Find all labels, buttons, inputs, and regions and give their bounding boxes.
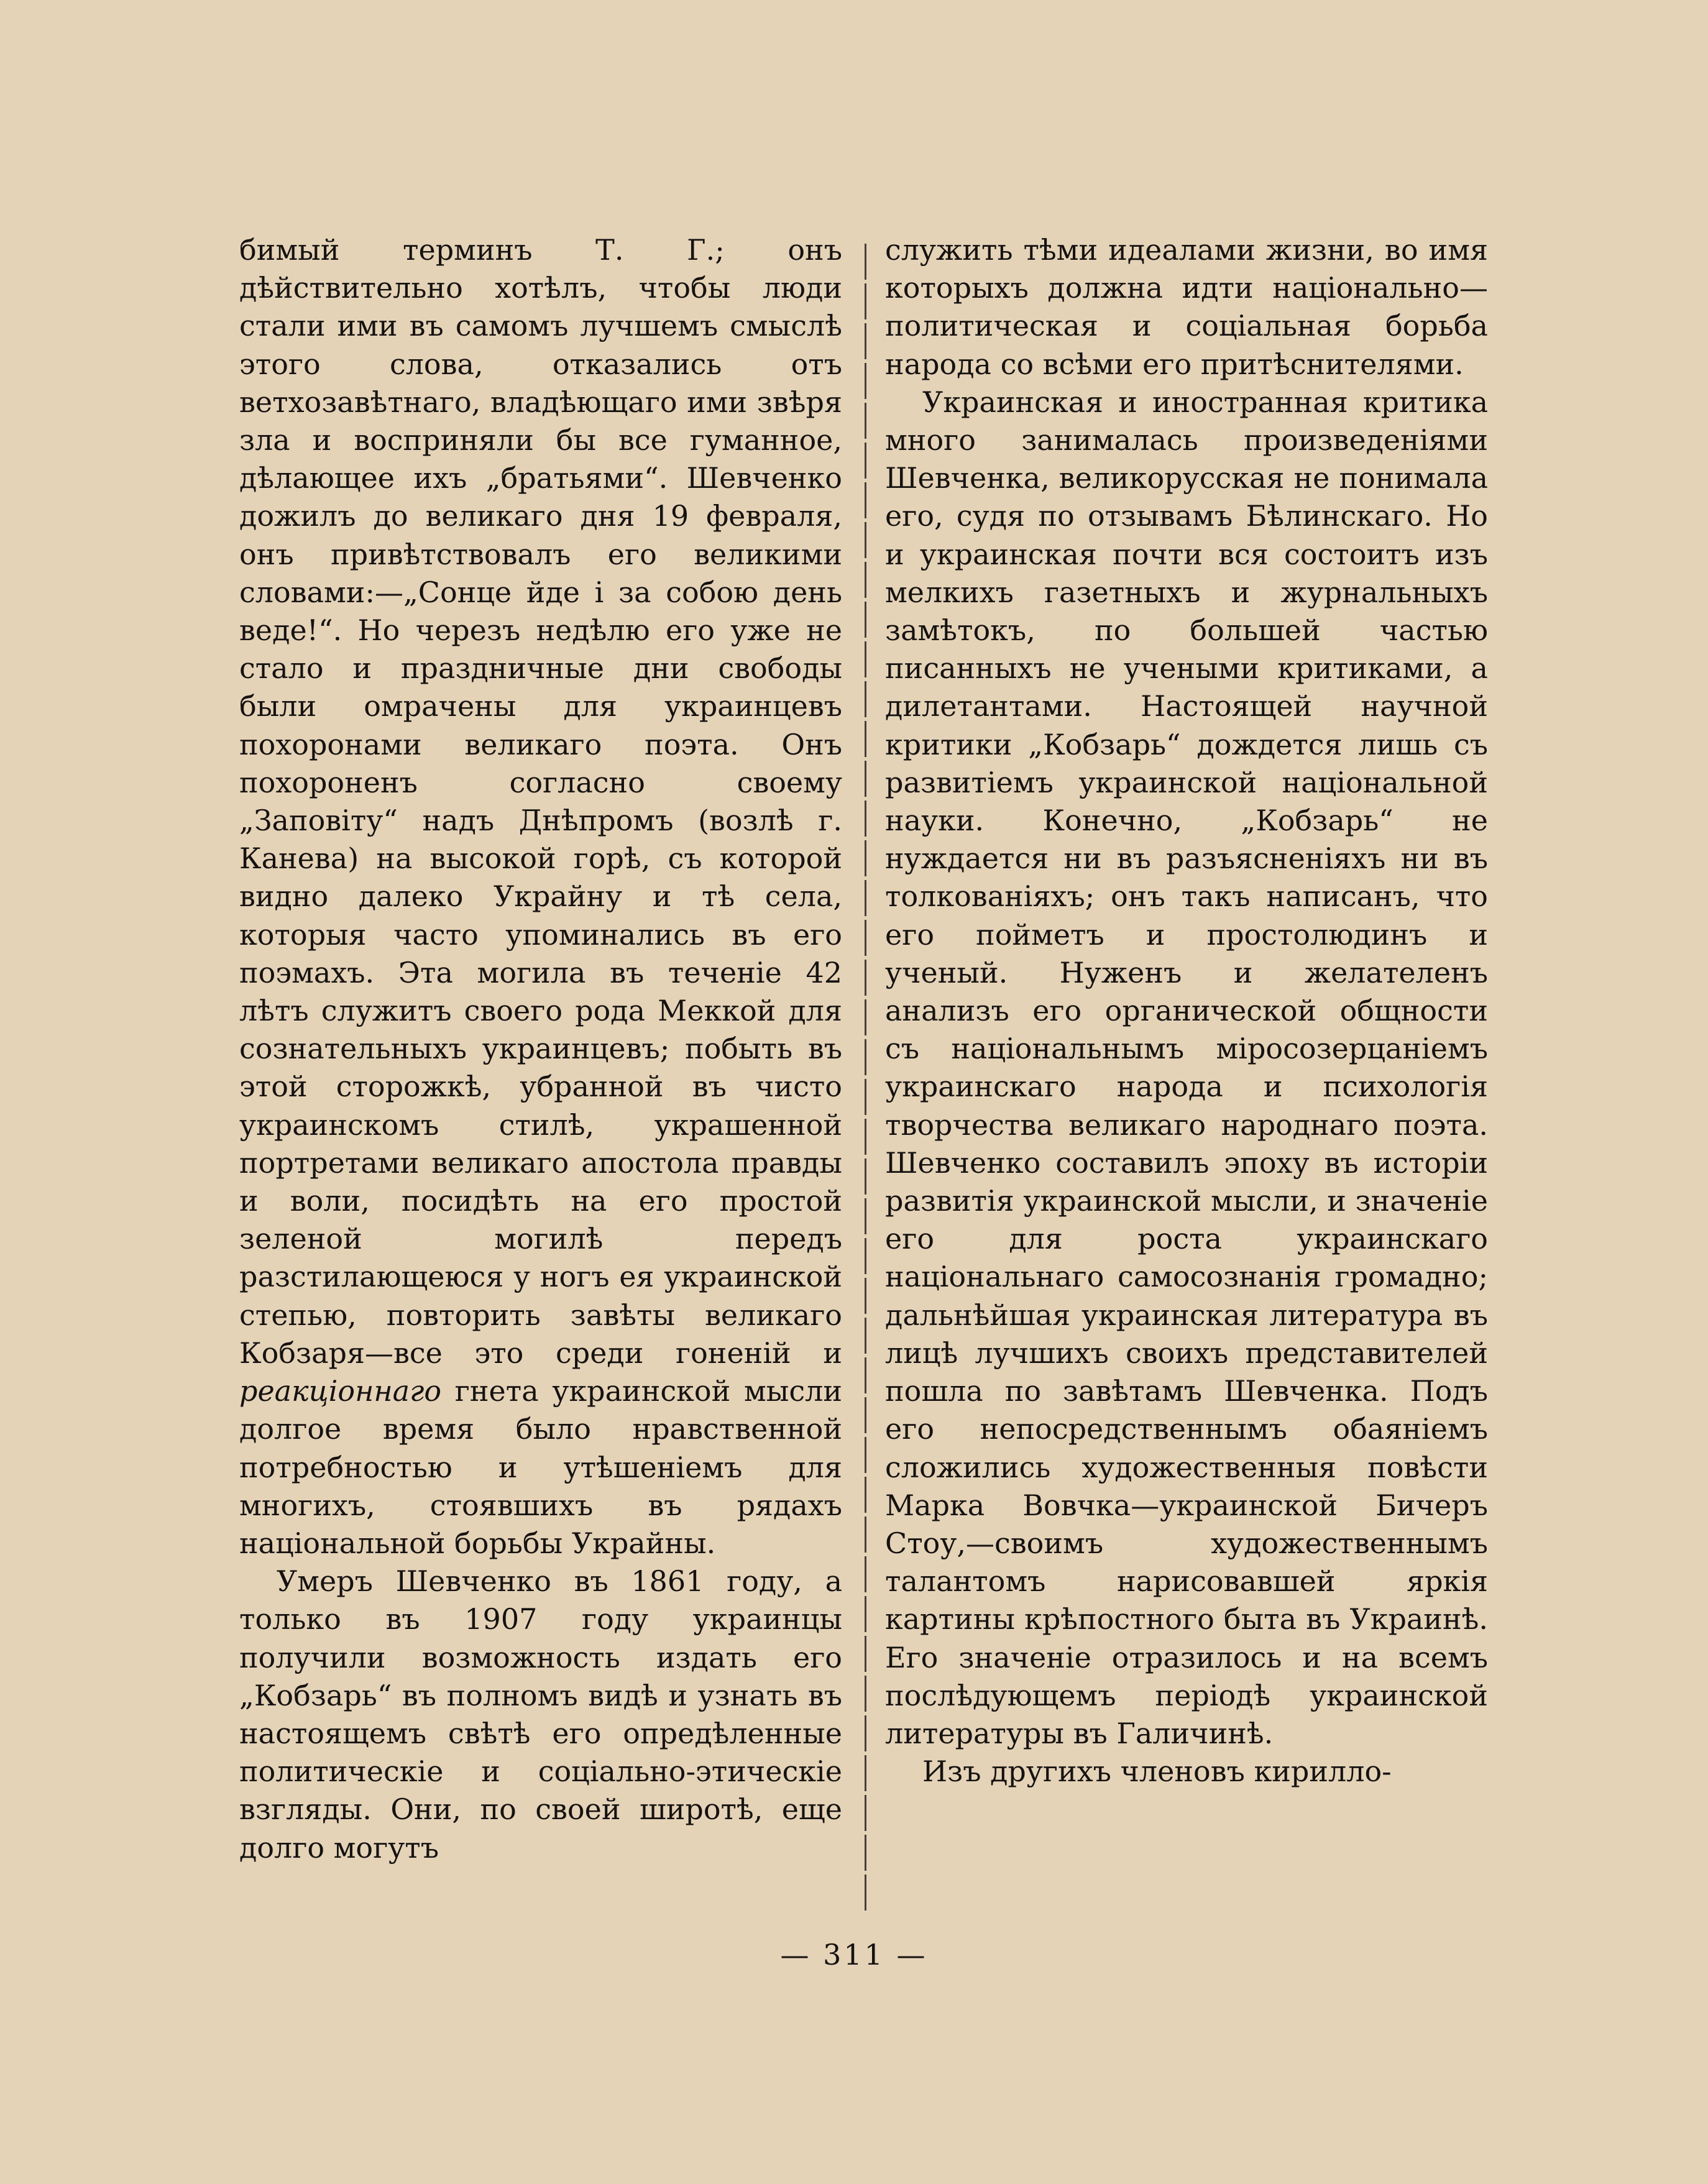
paragraph bbox=[239, 231, 842, 1562]
right-column bbox=[885, 231, 1488, 1791]
column-divider bbox=[865, 244, 866, 1912]
paragraph: Изъ другихъ членовъ кирилло- bbox=[922, 1755, 1392, 1789]
paragraph-text: гнета украинской мысли долгое время было нравственной потребностью и утѣшеніемъ для многихъ, стоявшихъ въ рядахъ національной борьбы Украйны. bbox=[239, 1374, 842, 1560]
left-column bbox=[239, 231, 842, 1867]
paragraph: Украинская и иностранная критика много занималась произведеніями Шевченка, великорусская не понимала его, судя по отзывамъ Бѣлинскаго. Но и украинская почти вся состоитъ изъ мелкихъ газетныхъ и журнальныхъ замѣтокъ, по большей частью писанныхъ не учеными критиками, а дилетантами. Настоящей научной критики „Кобзарь“ дождется лишь съ развитіемъ украинской національной науки. Конечно, „Кобзарь“ не нуждается ни въ разъясненіяхъ ни въ толкованіяхъ; онъ такъ написанъ, что его пойметъ и простолюдинъ и ученый. Нуженъ и желателенъ анализъ его органической общности съ національнымъ міросозерцаніемъ украинскаго народа и психологія творчества великаго народнаго поэта. Шевченко составилъ эпоху въ исторіи развитія украинской мысли, и значеніе его для роста украинскаго національнаго самосознанія громадно; дальнѣйшая украинская литература въ лицѣ лучшихъ своихъ представителей пошла по завѣтамъ Шевченка. Подъ его непосредственнымъ обаяніемъ сложились художественныя повѣсти Марка Вовчка—украинской Бичеръ Стоу,—своимъ художественнымъ талантомъ нарисовавшей яркія картины крѣпостного быта въ Украинѣ. Его значеніе отразилось и на всемъ послѣдующемъ періодѣ украинской литературы въ Галичинѣ. bbox=[885, 385, 1488, 1750]
italic-word: реакціоннаго bbox=[239, 1374, 442, 1408]
paragraph: Умеръ Шевченко въ 1861 году, а только въ 1907 году украинцы получили возможность издать его „Кобзарь“ въ полномъ видѣ и узнать въ настоящемъ свѣтѣ его опредѣленные политическіе и соціально-этическіе взгляды. Они, по своей широтѣ, еще долго могутъ bbox=[239, 1564, 842, 1865]
paragraph: служить тѣми идеалами жизни, во имя которыхъ должна идти національно—политическая и соціальная борьба народа со всѣми его притѣснителями. bbox=[885, 233, 1488, 381]
paragraph-text: бимый терминъ Т. Г.; онъ дѣйствительно хотѣлъ, чтобы люди стали ими въ самомъ лучшемъ смыслѣ этого слова, отказались отъ ветхозавѣтнаго, владѣющаго ими звѣря зла и восприняли бы все гуманное, дѣлающее ихъ „братьями“. Шевченко дожилъ до великаго дня 19 февраля, онъ привѣтствовалъ его великими словами:—„Сонце йде і за собою день веде!“. Но черезъ недѣлю его уже не стало и праздничные дни свободы были омрачены для украинцевъ похоронами великаго поэта. Онъ похороненъ согласно своему „Заповіту“ надъ Днѣпромъ (возлѣ г. Канева) на высокой горѣ, съ которой видно далеко Украйну и тѣ села, которыя часто упоминались въ его поэмахъ. Эта могила въ теченіе 42 лѣтъ служитъ своего рода Меккой для сознательныхъ украинцевъ; побыть въ этой сторожкѣ, убранной въ чисто украинскомъ стилѣ, украшенной портретами великаго апостола правды и воли, посидѣть на его простой зеленой могилѣ передъ разстилающеюся у ногъ ея украинской степью, повторить завѣты великаго Кобзаря—все это среди гоненій и bbox=[239, 233, 842, 1370]
page-number: — 311 — bbox=[780, 1938, 928, 1971]
